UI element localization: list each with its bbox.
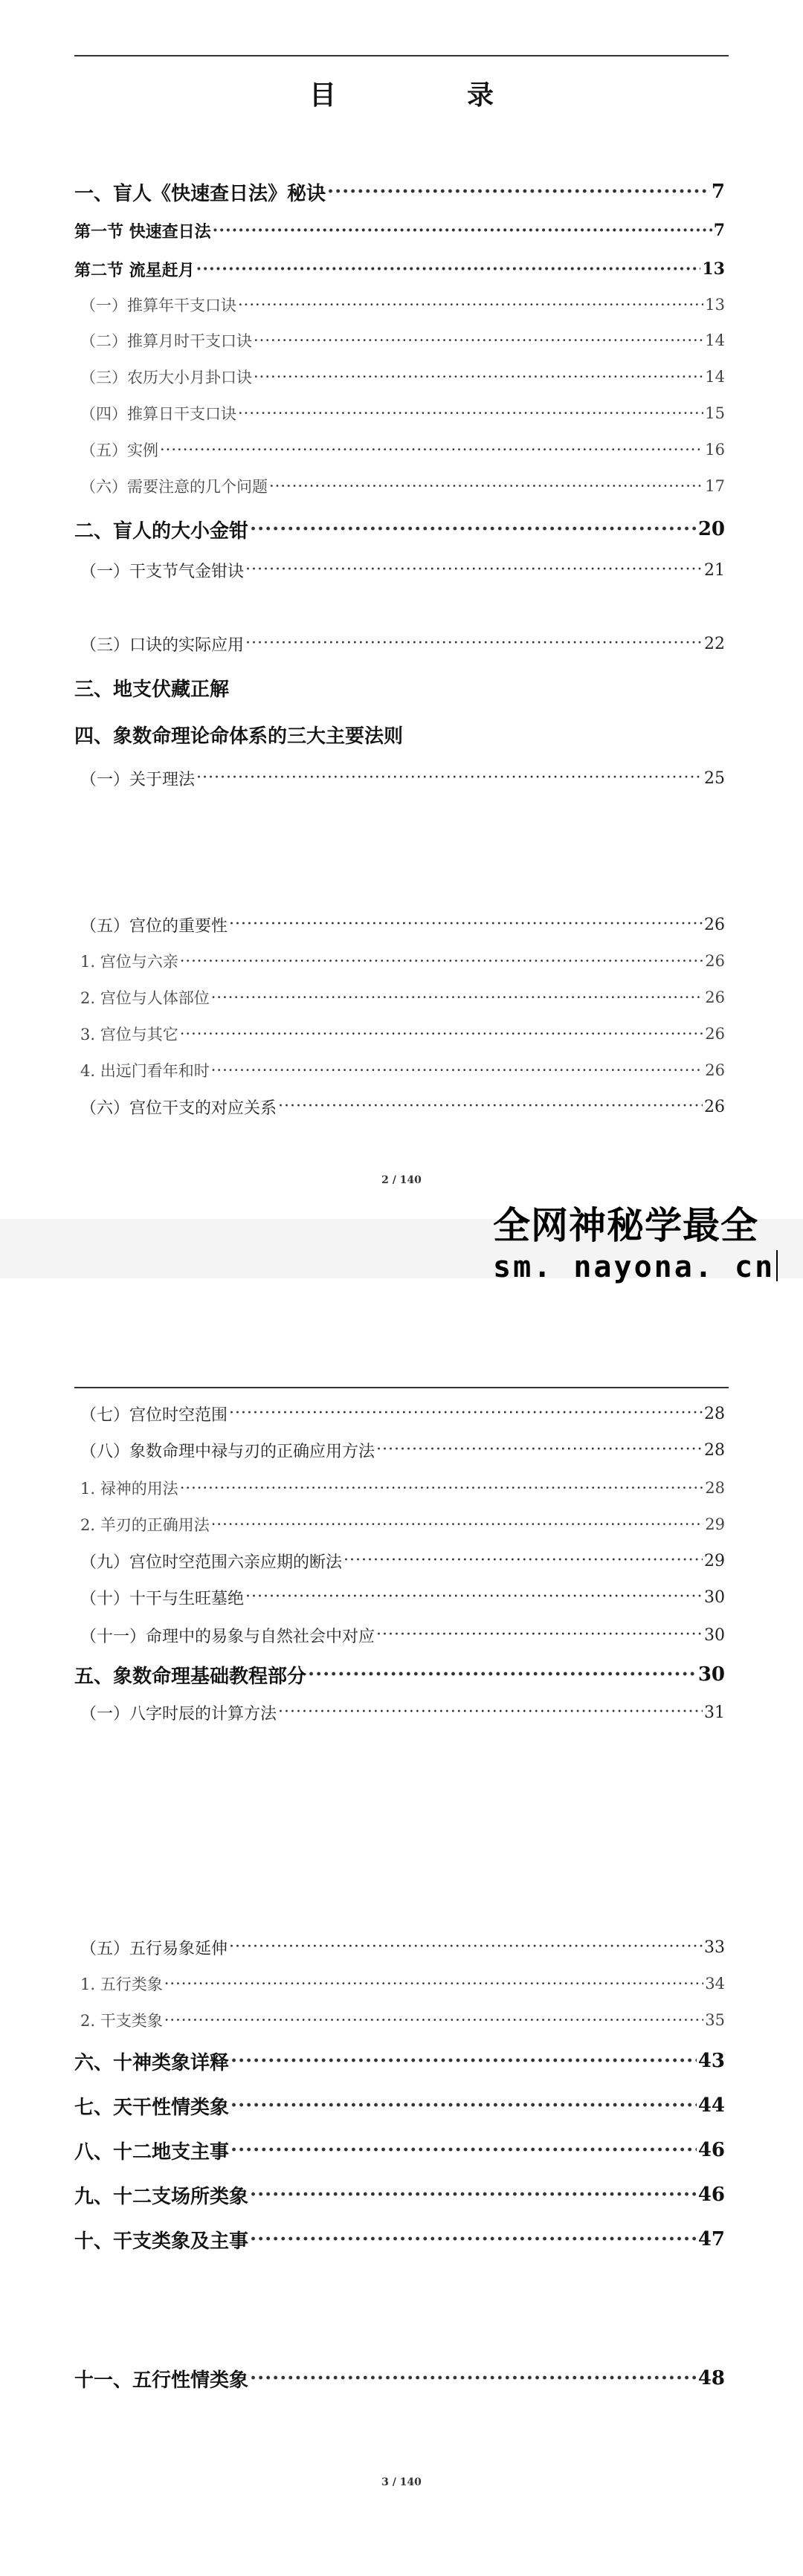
toc-entry-page: 17 [705, 477, 725, 495]
toc-entry-label: （一）八字时辰的计算方法 [80, 1704, 277, 1724]
toc-entry[interactable] [80, 1969, 725, 1999]
toc-entry[interactable] [80, 290, 725, 320]
toc-entry-page: 46 [697, 2184, 725, 2206]
toc-entry[interactable] [80, 1019, 725, 1049]
toc-entry-page: 26 [705, 952, 725, 970]
toc-page-2 [0, 0, 803, 1219]
toc-leader-dots [254, 326, 703, 355]
toc-entry[interactable] [74, 2091, 725, 2120]
toc-entry-page: 31 [704, 1703, 725, 1722]
toc-entry-label: （六）宫位干支的对应关系 [80, 1098, 277, 1118]
toc-leader-dots [308, 1660, 697, 1689]
toc-entry-label: （一）干支节气金钳诀 [80, 562, 245, 581]
toc-entry-page: 7 [713, 221, 725, 240]
toc-leader-dots [230, 2046, 697, 2076]
toc-entry[interactable] [80, 1582, 725, 1612]
toc-entry[interactable] [80, 910, 725, 939]
toc-entry[interactable] [80, 471, 725, 501]
toc-entry-page: 15 [705, 404, 725, 422]
toc-entry-label: 4. 出远门看年和时 [80, 1062, 210, 1080]
page-number: 2 / 140 [381, 1174, 422, 1186]
toc-entry-page: 26 [705, 1025, 725, 1043]
toc-entry-page: 26 [705, 988, 725, 1006]
toc-leader-dots [211, 983, 704, 1012]
toc-entry-label: 1. 禄神的用法 [80, 1480, 178, 1498]
toc-leader-dots [196, 763, 703, 793]
toc-entry-label: 八、十二地支主事 [74, 2140, 230, 2164]
toc-entry[interactable] [80, 435, 725, 465]
toc-entry-label: （九）宫位时空范围六亲应期的断法 [80, 1553, 343, 1572]
toc-entry-page: 14 [705, 368, 725, 386]
toc-entry-page: 48 [697, 2367, 725, 2389]
toc-entry[interactable] [80, 2005, 725, 2035]
toc-leader-dots [376, 1435, 703, 1465]
toc-entry[interactable] [80, 1055, 725, 1085]
toc-entry-label: （五）实例 [80, 441, 158, 459]
toc-entry-page: 35 [705, 2011, 725, 2029]
toc-entry-page: 30 [697, 1663, 725, 1686]
toc-entry-page: 13 [702, 259, 725, 279]
toc-entry-label: 三、地支伏藏正解 [74, 678, 230, 701]
toc-entry[interactable] [80, 983, 725, 1012]
toc-leader-dots [230, 2091, 697, 2120]
toc-entry-page: 29 [704, 1551, 725, 1570]
toc-leader-dots [211, 1055, 704, 1085]
toc-entry-page: 28 [704, 1440, 725, 1460]
toc-entry[interactable] [80, 1399, 725, 1428]
toc-entry[interactable] [74, 719, 725, 749]
toc-entry[interactable] [80, 1509, 725, 1539]
toc-entry[interactable] [74, 1660, 725, 1689]
toc-leader-dots [376, 1620, 703, 1650]
toc-entry-label: 十、干支类象及主事 [74, 2230, 249, 2253]
toc-leader-dots [245, 629, 703, 658]
toc-leader-dots [269, 471, 703, 501]
toc-entry[interactable] [80, 1092, 725, 1122]
toc-entry-label: （十）十干与生旺墓绝 [80, 1589, 245, 1608]
toc-entry-label: 五、象数命理基础教程部分 [74, 1665, 307, 1688]
page-number: 3 / 140 [381, 2476, 422, 2488]
toc-entry-label: 二、盲人的大小金钳 [74, 520, 249, 543]
toc-leader-dots [229, 1399, 703, 1428]
toc-entry[interactable] [80, 555, 725, 585]
toc-entry-page: 26 [704, 1097, 725, 1116]
toc-entry-page: 26 [704, 915, 725, 934]
toc-entry-label: 第一节 快速查日法 [74, 221, 211, 242]
toc-leader-dots [238, 290, 703, 320]
toc-entry-label: 1. 宫位与六亲 [80, 953, 178, 971]
toc-entry-label: （一）推算年干支口诀 [80, 297, 236, 314]
toc-entry[interactable] [80, 1435, 725, 1465]
toc-entry-label: （三）农历大小月卦口诀 [80, 369, 252, 386]
toc-entry-page: 33 [704, 1938, 725, 1957]
toc-leader-dots [245, 555, 703, 585]
toc-entry-page: 43 [697, 2050, 725, 2072]
toc-entry-label: 第二节 流星赶月 [74, 260, 195, 280]
toc-entry-label: 2. 羊刃的正确用法 [80, 1516, 210, 1534]
watermark-title: 全网神秘学最全 [493, 1204, 758, 1247]
toc-entry[interactable] [80, 326, 725, 355]
toc-entry-page: 22 [704, 634, 725, 653]
toc-entry-label: （十一）命理中的易象与自然社会中对应 [80, 1627, 375, 1646]
toc-leader-dots [238, 398, 703, 428]
toc-entry-page: 47 [697, 2228, 725, 2250]
toc-entry-page: 7 [711, 181, 725, 203]
toc-entry-page: 28 [705, 1479, 725, 1497]
toc-entry-label: 一、盲人《快速查日法》秘诀 [74, 182, 326, 205]
toc-entry[interactable] [74, 2180, 725, 2210]
toc-entry[interactable] [80, 629, 725, 658]
toc-leader-dots [229, 910, 703, 939]
toc-entry-page: 20 [697, 518, 725, 540]
toc-entry-label: （一）关于理法 [80, 770, 196, 789]
toc-entry-page: 28 [704, 1404, 725, 1423]
toc-entry-page: 29 [705, 1515, 725, 1533]
toc-entry[interactable] [80, 1932, 725, 1962]
toc-leader-dots [250, 514, 697, 544]
toc-leader-dots [254, 362, 703, 392]
toc-entry[interactable] [74, 177, 725, 207]
toc-entry-label: 六、十神类象详释 [74, 2051, 230, 2074]
toc-entry[interactable] [74, 254, 725, 284]
toc-leader-dots [229, 1932, 703, 1962]
toc-leader-dots [196, 254, 701, 284]
toc-entry-label: 3. 宫位与其它 [80, 1026, 178, 1043]
toc-entry[interactable] [74, 2135, 725, 2165]
toc-leader-dots [344, 1546, 703, 1576]
toc-entry[interactable] [74, 2046, 725, 2076]
toc-entry-label: （三）口诀的实际应用 [80, 635, 245, 655]
toc-entry-page: 16 [705, 441, 725, 459]
toc-entry[interactable] [80, 1546, 725, 1576]
toc-leader-dots [278, 1698, 703, 1727]
toc-leader-dots [213, 216, 712, 245]
toc-entry[interactable] [80, 946, 725, 976]
toc-entry-page: 21 [704, 560, 725, 580]
toc-entry[interactable] [80, 362, 725, 392]
toc-entry[interactable] [80, 1698, 725, 1727]
toc-leader-dots [164, 1969, 704, 1999]
toc-leader-dots [164, 2005, 704, 2035]
toc-leader-dots [180, 1473, 704, 1503]
toc-leader-dots [180, 1019, 704, 1049]
toc-entry[interactable] [80, 1620, 725, 1650]
toc-entry-label: 2. 宫位与人体部位 [80, 989, 210, 1007]
toc-leader-dots [211, 1509, 704, 1539]
toc-entry-label: 九、十二支场所类象 [74, 2185, 249, 2208]
toc-entry-label: （六）需要注意的几个问题 [80, 478, 268, 496]
toc-page-3 [0, 1293, 803, 2576]
toc-entry-label: 1. 五行类象 [80, 1975, 163, 1993]
toc-entry-label: （五）五行易象延伸 [80, 1939, 228, 1958]
toc-leader-dots [250, 2224, 697, 2254]
page-title: 目 录 [309, 80, 546, 111]
toc-entry-page: 14 [705, 331, 725, 349]
toc-leader-dots [245, 1582, 703, 1612]
toc-entry[interactable] [74, 2363, 725, 2393]
toc-entry[interactable] [80, 1473, 725, 1503]
toc-entry-label: （四）推算日干支口诀 [80, 405, 236, 423]
toc-leader-dots [327, 177, 710, 207]
text-cursor [776, 1250, 778, 1281]
toc-entry[interactable] [80, 398, 725, 428]
toc-entry[interactable] [74, 2224, 725, 2254]
toc-entry-label: （七）宫位时空范围 [80, 1405, 228, 1425]
toc-leader-dots [160, 435, 703, 465]
toc-leader-dots [180, 946, 704, 976]
top-rule [74, 1387, 729, 1388]
toc-entry[interactable] [74, 216, 725, 245]
toc-entry-page: 25 [704, 768, 725, 788]
watermark-url: sm. nayona. cn [493, 1250, 775, 1284]
toc-entry-label: （二）推算月时干支口诀 [80, 332, 252, 350]
toc-entry-page: 26 [705, 1061, 725, 1079]
toc-entry-page: 30 [704, 1588, 725, 1607]
top-rule [74, 55, 729, 56]
toc-entry-page: 34 [705, 1975, 725, 1993]
toc-leader-dots [250, 2363, 697, 2393]
toc-entry-page: 30 [704, 1625, 725, 1645]
toc-entry[interactable] [74, 514, 725, 544]
toc-entry-label: （五）宫位的重要性 [80, 916, 228, 936]
toc-entry-label: 四、象数命理论命体系的三大主要法则 [74, 725, 404, 748]
toc-entry-page: 44 [697, 2094, 725, 2117]
toc-leader-dots [278, 1092, 703, 1122]
toc-leader-dots [230, 2135, 697, 2165]
toc-leader-dots [250, 2180, 697, 2210]
toc-entry[interactable] [74, 673, 725, 702]
toc-entry[interactable] [80, 763, 725, 793]
toc-entry-label: 十一、五行性情类象 [74, 2369, 249, 2392]
toc-entry-label: （八）象数命理中禄与刃的正确应用方法 [80, 1442, 375, 1461]
toc-entry-label: 2. 干支类象 [80, 2012, 163, 2030]
watermark [493, 1203, 778, 1286]
toc-entry-page: 13 [705, 296, 725, 314]
toc-entry-page: 46 [697, 2139, 725, 2161]
toc-entry-label: 七、天干性情类象 [74, 2096, 230, 2119]
